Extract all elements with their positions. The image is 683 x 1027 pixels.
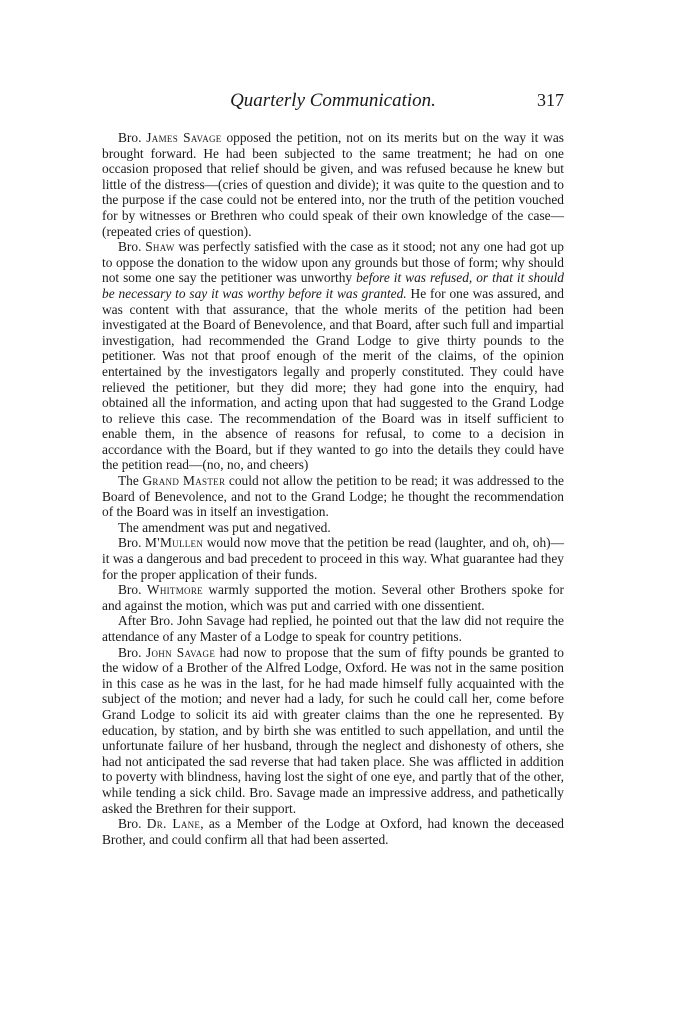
paragraph-text: He for one was assured, and was content with that assurance, that the whole merits of the petition had been investigated at the Board of Benevolence, and that Board, after such full and impartial investigation, had recommended the Grand Lodge to give thirty pounds to the petitioner. Was not that proof enough of the merit of the claims, of the opinion entertained by the investigators legally and properly constituted. They could have relieved the petitioner, but they did more; they had gone into the enquiry, had obtained all the information, and acting upon that had suggested to the Grand Lodge to relieve this case. The recommendation of the Board was in itself sufficient to enable them, in the absence of reasons for refusal, to come to a decision in accordance with the Board, but if they wanted to go into the details they could have the petition read—(no, no, and cheers): [102, 285, 564, 473]
paragraph-text: was perfectly satisfied with the case as it stood; not any one had got up to oppose the donation to the widow upon any grounds but those of form; why should not some one say the petitioner was unworthy: [102, 239, 564, 286]
paragraph-text: would now move that the petition be read (laughter, and oh, oh)—it was a dangerous and bad precedent to proceed in this way. What guarantee had they for the proper application of their funds.: [102, 535, 564, 582]
paragraph-dr-lane: [102, 816, 564, 847]
speaker-name: Grand Master: [142, 473, 226, 489]
paragraph-shaw: [102, 239, 564, 473]
paragraph-whitmore: [102, 582, 564, 613]
paragraph-text: opposed the petition, not on its merits but on the way it was brought forward. He had been subjected to the same treatment; he had on one occasion proposed that relief should be given, and was refused because he knew but little of the distress—(cries of question and divide); it was quite to the question and to the purpose if the case could not be entered into, nor the truth of the petition vouched for by witnesses or Brethren who could speak of their own knowledge of the case—(repeated cries of question).: [102, 130, 565, 239]
paragraph-grand-master: [102, 473, 564, 520]
paragraph-text: The amendment was put and negatived.: [118, 519, 331, 535]
speaker-name: Whitmore: [146, 582, 203, 598]
paragraph-prefix: Bro.: [118, 582, 147, 598]
paragraph-mmullen: [102, 535, 564, 582]
paragraph-james-savage: [102, 130, 564, 239]
paragraph-prefix: Bro.: [118, 130, 147, 145]
speaker-name: John Savage: [145, 644, 216, 660]
speaker-name: Shaw: [145, 239, 175, 255]
paragraph-amendment: [102, 520, 564, 536]
paragraph-text: , as a Member of the Lodge at Oxford, had known the deceased Brother, and could confirm all that had been asserted.: [102, 816, 565, 847]
running-head-title: Quarterly Communication.: [230, 90, 436, 111]
paragraph-after-reply: [102, 613, 564, 644]
paragraph-text: warmly supported the motion. Several other Brothers spoke for and against the motion, which was put and carried with one dissentient.: [102, 582, 564, 613]
speaker-name: M'Mullen: [145, 535, 204, 551]
paragraph-text: After Bro. John Savage had replied, he pointed out that the law did not require the attendance of any Master of a Lodge to speak for country petitions.: [102, 613, 564, 644]
paragraph-prefix: The: [118, 473, 143, 489]
paragraph-italic-text: before it was refused, or that it should be necessary to say it was worthy before it was granted.: [102, 270, 564, 301]
paragraph-prefix: Bro.: [118, 644, 146, 660]
speaker-name: Dr. Lane: [146, 816, 201, 832]
paragraph-john-savage: [102, 645, 564, 817]
paragraph-prefix: Bro.: [118, 239, 146, 255]
speaker-name: James Savage: [146, 130, 222, 145]
paragraph-prefix: Bro.: [118, 535, 146, 551]
paragraph-text: had now to propose that the sum of fifty pounds be granted to the widow of a Brother of the Alfred Lodge, Oxford. He was not in the same position in this case as he was in the last, for he had made himself fully acquainted with the subject of the motion; and never had a lady, for such he could call her, come before Grand Lodge to solicit its aid with greater claims than the one he represented. By education, by station, and by birth she was entitled to such appellation, and until the unfortunate failure of her husband, through the neglect and dishonesty of others, she had not anticipated the sad reverse that had taken place. She was afflicted in addition to poverty with blindness, having lost the sight of one eye, and partly that of the other, while tending a sick child. Bro. Savage made an impressive address, and pathetically asked the Brethren for their support.: [102, 644, 565, 816]
page-number: 317: [537, 90, 564, 110]
running-header: [102, 90, 564, 116]
document-page: [102, 90, 564, 847]
paragraph-text: could not allow the petition to be read; it was addressed to the Board of Benevolence, and not to the Grand Lodge; he thought the recommendation of the Board was in itself an investigation.: [102, 473, 564, 520]
paragraph-prefix: Bro.: [118, 816, 147, 832]
